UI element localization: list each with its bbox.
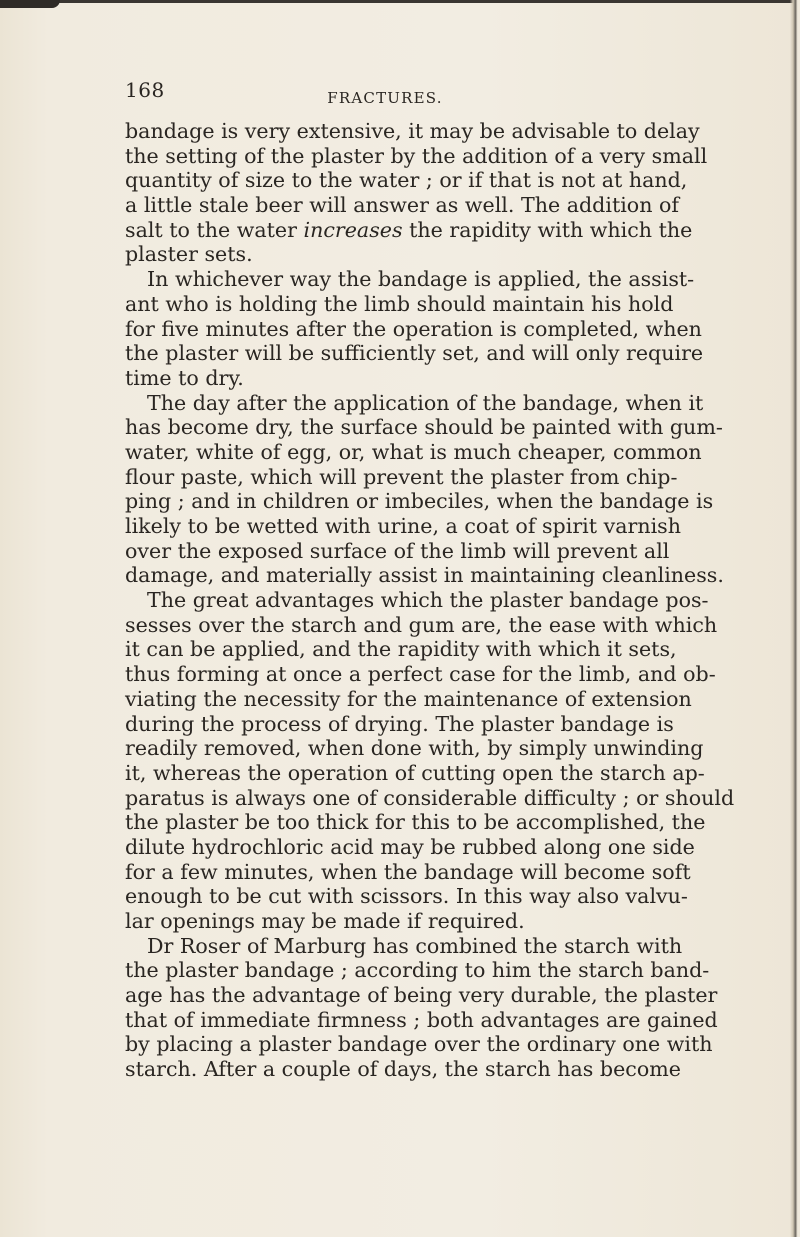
text-line: viating the necessity for the maintenance of extension xyxy=(125,686,692,711)
text-line: ping ; and in children or imbeciles, when the bandage is xyxy=(125,489,714,514)
text-line-with-emphasis: salt to the water increases the rapidity with which the xyxy=(125,217,693,242)
text-line: age has the advantage of being very durable, the plaster xyxy=(125,983,718,1008)
text-line: dilute hydrochloric acid may be rubbed along one side xyxy=(125,834,695,859)
page-number: 168 xyxy=(125,78,165,102)
page-header xyxy=(125,78,645,108)
text-line: for five minutes after the operation is completed, when xyxy=(125,316,702,341)
text-line: enough to be cut with scissors. In this way also valvu- xyxy=(125,884,688,909)
paragraph-start: The day after the application of the bandage, when it xyxy=(147,390,704,415)
paragraph-start: Dr Roser of Marburg has combined the starch with xyxy=(147,933,683,958)
text-line: during the process of drying. The plaster bandage is xyxy=(125,711,674,736)
text-line: that of immediate firmness ; both advantages are gained xyxy=(125,1007,718,1032)
text-line: damage, and materially assist in maintaining cleanliness. xyxy=(125,563,724,588)
text-line: thus forming at once a perfect case for the limb, and ob- xyxy=(125,662,716,687)
text-line: likely to be wetted with urine, a coat of spirit varnish xyxy=(125,514,682,538)
top-edge-rule xyxy=(0,0,800,3)
text-line: plaster sets. xyxy=(125,242,253,267)
text-line: it can be applied, and the rapidity with which it sets, xyxy=(125,637,677,662)
text-line: ant who is holding the limb should maintain his hold xyxy=(125,291,674,316)
paragraph-start: In whichever way the bandage is applied, the assist- xyxy=(147,267,695,292)
paragraph-start: The great advantages which the plaster bandage pos- xyxy=(147,588,709,613)
text-line: over the exposed surface of the limb will prevent all xyxy=(125,538,670,563)
text-line: a little stale beer will answer as well. The addition of xyxy=(125,193,680,218)
text-line: lar openings may be made if required. xyxy=(125,909,525,933)
text-line: it, whereas the operation of cutting open the starch ap- xyxy=(125,760,705,785)
text-line: for a few minutes, when the bandage will become soft xyxy=(125,859,691,884)
text-line: the plaster be too thick for this to be accomplished, the xyxy=(125,810,706,835)
emphasized-word: increases xyxy=(303,217,403,242)
text-line: the plaster will be sufficiently set, and will only require xyxy=(125,341,704,366)
text-line: bandage is very extensive, it may be advisable to delay xyxy=(125,119,700,143)
top-edge-shadow xyxy=(0,0,60,8)
text-line: by placing a plaster bandage over the ordinary one with xyxy=(125,1032,713,1057)
text-line: readily removed, when done with, by simply unwinding xyxy=(125,736,704,761)
text-line: starch. After a couple of days, the starch has become xyxy=(125,1057,681,1082)
text-line: the setting of the plaster by the addition of a very small xyxy=(125,143,708,168)
text-line: water, white of egg, or, what is much cheaper, common xyxy=(125,439,702,464)
text-line: flour paste, which will prevent the plaster from chip- xyxy=(125,464,678,489)
page-gutter-edge xyxy=(790,0,800,1237)
text-line: paratus is always one of considerable difficulty ; or should xyxy=(125,785,735,810)
text-line: time to dry. xyxy=(125,365,244,390)
text-line: has become dry, the surface should be painted with gum- xyxy=(125,415,723,440)
running-head: FRACTURES. xyxy=(327,89,443,107)
text-line: quantity of size to the water ; or if that is not at hand, xyxy=(125,168,688,193)
text-line: sesses over the starch and gum are, the ease with which xyxy=(125,612,718,637)
text-line: the plaster bandage ; according to him the starch band- xyxy=(125,958,710,983)
body-text xyxy=(125,119,735,1082)
